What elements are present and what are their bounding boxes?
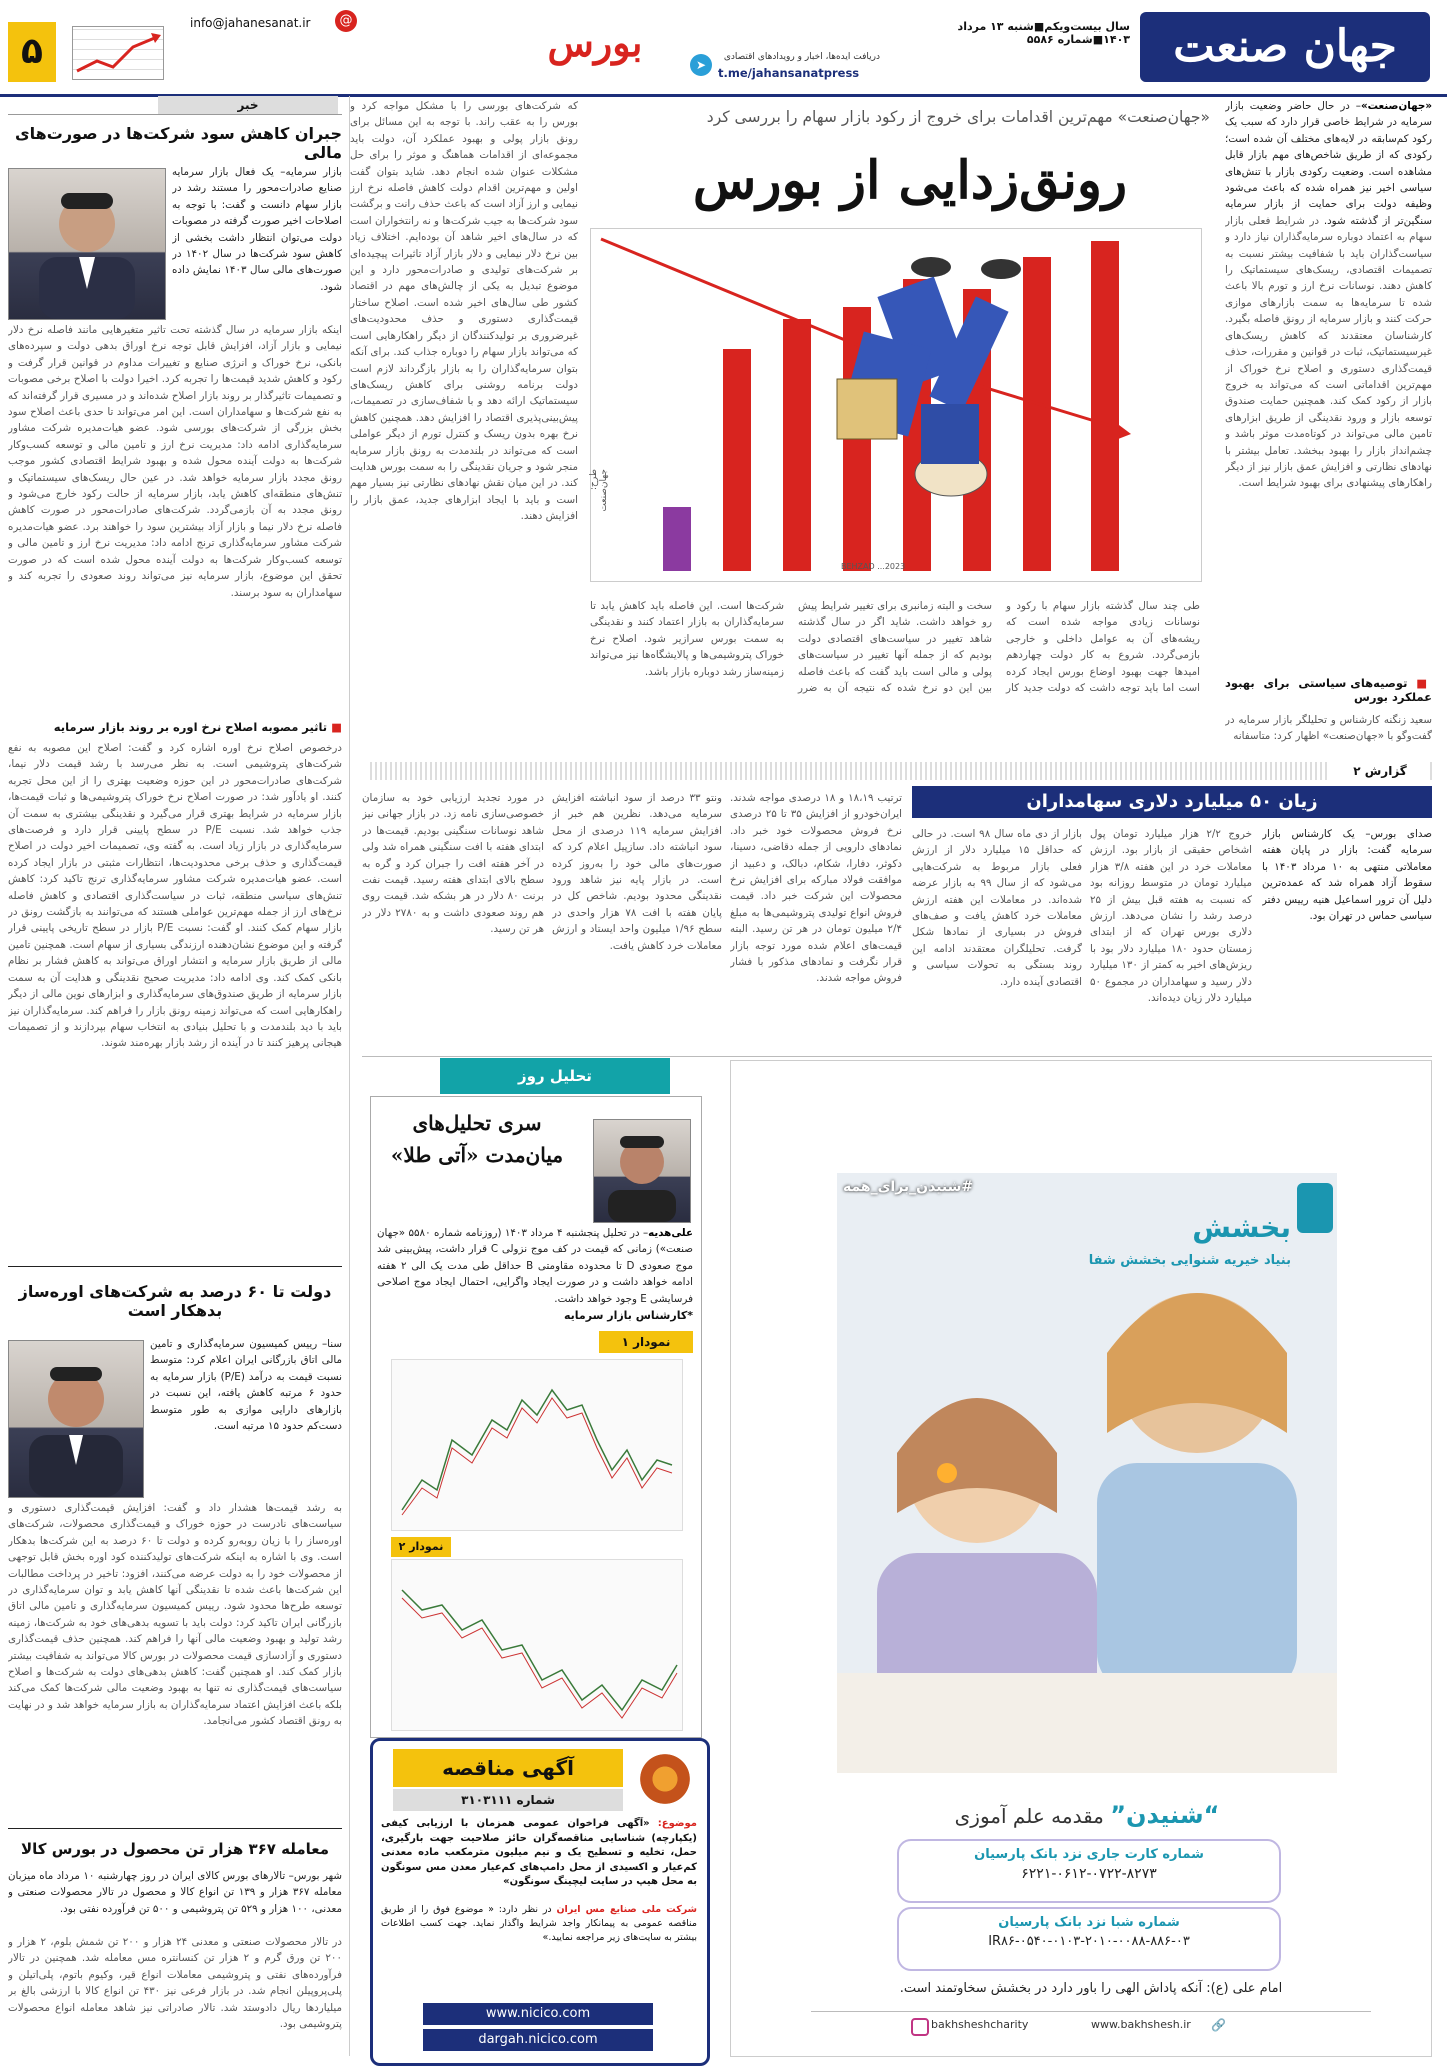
report-divider bbox=[362, 1056, 1432, 1057]
news-subhead-bullet-icon: ■ bbox=[327, 720, 342, 734]
news-subhead-body: درخصوص اصلاح نرخ اوره اشاره کرد و گفت: اصلاح این مصوبه به نفع شرکت‌های پتروشیمی است. به نظر می‌رسد با رشد قیمت دلار نیما، شرکت‌های صادرات‌محور در این حوزه وضعیت بهتری را از این محل تجربه کنند. او یادآور شد: در صورت اصلاح نرخ خوراک پتروشیمی‌ها و ثبات قیمت‌ها، بازار سرمایه در شرایط بهتری قرار می‌گیرد و نقدینگی بیشتری به سمت آن جذب خواهد شد. نسبت P/E در سطح پایینی قرار دارد و فرصت‌های سرمایه‌گذاری در بازار زیاد است. به گفته وی، تصمیمات اخیر دولت در اصلاح قیمت‌گذاری و حذف برخی محدودیت‌ها، انتظارات مثبتی در بازار ایجاد کرده است. عضو هیات‌مدیره شرکت مشاور سرمایه‌گذاری ترنج تاکید کرد: کاهش تنش‌های سیاسی منطقه، ثبات در سیاست‌گذاری اقتصادی و کاهش فاصله نرخ‌های ارز از جمله مهم‌ترین عواملی هستند که می‌توانند به بازگشت رونق در بازار سهام کمک کنند. او گفت: نسبت P/E بازار در سطح تاریخی پایینی قرار گرفته و این موضوع نشان‌دهنده ارزندگی بسیاری از سهام است. همچنین تامین مالی از طریق بازار سرمایه و انتشار اوراق می‌تواند به کاهش فشار بر نظام بانکی کمک کند. وی ادامه داد: مدیریت صحیح نقدینگی و هدایت آن به سمت بازار سرمایه از طریق صندوق‌های سرمایه‌گذاری و ابزارهای نوین مالی از دیگر راهکارهایی است که می‌تواند زمینه رونق بازار را فراهم کند. سرمایه‌گذاران نیز باید با دید بلندمدت و با تحلیل بنیادی به انتخاب سهام بپردازند و از تصمیمات هیجانی پرهیز کنند تا در آینده از رشد بازار بهره‌مند شوند. bbox=[8, 742, 342, 1050]
news2-title: دولت تا ۶۰ درصد به شرکت‌های اوره‌ساز بدهکار است bbox=[18, 1282, 332, 1320]
analysis-tag: تحلیل روز bbox=[440, 1058, 670, 1094]
report-tag-bar bbox=[370, 762, 1432, 780]
cartoon-caption: طرح: جهان‌صنعت bbox=[589, 469, 609, 512]
growth-chart-line bbox=[73, 27, 163, 79]
author-portrait bbox=[594, 1120, 690, 1222]
tender-site-1[interactable]: www.nicico.com bbox=[423, 2003, 653, 2025]
bar-2 bbox=[723, 349, 751, 571]
charity-instagram[interactable]: bakhsheshcharity bbox=[931, 2018, 1029, 2031]
lead-column-2: که شرکت‌های بورسی را با مشکل مواجه کرد و بورس را به عقب راند. با توجه به این مسائل برای رونق بازار پولی و بهبود عملکرد آن، دولت باید مجموعه‌ای از اقدامات هماهنگ و موثر را برای حل مشکلات عنوان شده انجام دهد. شاید بتوان گفت اولین و مهم‌ترین اقدام دولت کاهش فاصله نرخ ارز نیمایی و ارز آزاد است که باعث حذف رانت و برگشت سود شرکت‌ها به جیب شرکت‌ها و نه رانتخواران است که در سال‌های اخیر شاهد آن بوده‌ایم. اختلاف زیاد بین نرخ دلار نیمایی و دلار بازار آزاد تاثیرات پیچیده‌ای بر شرکت‌های تولیدی و صادرات‌محور دارد و این موضوع تبدیل به یکی از چالش‌های مهم در اقتصاد کشور طی سال‌های اخیر شده است. اصلاح ساختار قیمت‌گذاری دستوری و حذف محدودیت‌های غیرضروری بر تولیدکنندگان از دیگر راهکارهایی است که می‌تواند بازار سهام را دوباره جذاب کند. برای آنکه بتوان سرمایه‌گذاران را به بازار بازگرداند لازم است دولت برنامه روشنی برای کاهش ریسک‌های سیستماتیک ارائه دهد و با شفاف‌سازی در تصمیمات، پیش‌بینی‌پذیری اقتصاد را افزایش دهد. همچنین کاهش نرخ بهره بدون ریسک و کنترل تورم از دیگر عواملی است که می‌تواند در بلندمدت به رونق بازار سرمایه منجر شود و جریان نقدینگی را به سمت بورس هدایت کند. در این میان نقش نهادهای نظارتی نیز بسیار مهم است و باید با ایجاد ابزارهای جدید، عمق بازار را افزایش دهند. bbox=[350, 100, 578, 523]
analysis-author-photo bbox=[593, 1119, 691, 1223]
page-number: ۵ bbox=[8, 22, 56, 82]
growth-chart-icon bbox=[72, 26, 164, 80]
news-tag: خبر bbox=[8, 96, 342, 115]
sheba-box bbox=[897, 1907, 1281, 1971]
tender-site-2[interactable]: dargah.nicico.com bbox=[423, 2029, 653, 2051]
lead-intro-label: «جهان‌صنعت» bbox=[1360, 100, 1432, 112]
bar-1 bbox=[663, 507, 691, 571]
charity-slogan: بنیاد خیریه شنوایی بخشش شفا bbox=[1088, 1253, 1291, 1268]
email-icon: @ bbox=[335, 10, 357, 32]
cartoon-credit: BEHZAD ...2023 bbox=[841, 562, 906, 571]
tender-subject-label: موضوع: bbox=[657, 1818, 697, 1829]
lead-kicker: «جهان‌صنعت» مهم‌ترین اقدامات برای خروج از رکود بازار سهام را بررسی کرد bbox=[706, 108, 1210, 126]
chart1-candles bbox=[392, 1360, 682, 1530]
report-col-6: در مورد تجدید ارزیابی خود به سازمان خصوصی‌سازی نامه زد. در بازار جهانی نیز شاهد نوسانات سنگینی بودیم. قیمت‌ها در ابتدای هفته با افت سنگینی همراه شد ولی در آخر هفته افت را جبران کرد و گره به سطح بالای ابتدای هفته رسید. قیمت نفت برنت ۸۰ دلار در هر بشکه شد. قیمت روی هم روند صعودی داشت و به ۲۷۸۰ دلار در هر تن رسید. bbox=[362, 792, 544, 936]
section-title: بورس bbox=[547, 20, 643, 65]
telegram-link[interactable]: t.me/jahansanatpress bbox=[718, 66, 860, 80]
charity-brand: بخشش bbox=[1192, 1211, 1291, 1244]
analysis-title: سری تحلیل‌های میان‌مدت «آتی طلا» bbox=[390, 1111, 564, 1167]
report-tag: گزارش ۲ bbox=[1330, 762, 1430, 780]
telegram-caption: دریافت ایده‌ها، اخبار و رویدادهای اقتصادی bbox=[723, 52, 880, 62]
instagram-icon bbox=[911, 2018, 929, 2036]
news2-divider bbox=[8, 1828, 342, 1829]
charity-ad bbox=[730, 1060, 1432, 2057]
masthead bbox=[0, 0, 1447, 97]
charity-hashtag: #شنیدن_برای_همه bbox=[843, 1179, 974, 1195]
chart2-candles bbox=[392, 1560, 682, 1730]
news2-photo bbox=[8, 1340, 144, 1498]
tender-number: شماره ۳۱۰۳۱۱۱ bbox=[393, 1789, 623, 1811]
bar-3 bbox=[783, 319, 811, 571]
chart2-label: نمودار ۲ bbox=[391, 1537, 451, 1557]
bar-8 bbox=[1091, 241, 1119, 571]
chart2 bbox=[391, 1559, 683, 1731]
report-lede: صدای بورس– یک کارشناس بازار سرمایه گفت: بازار در پایان هفته معاملاتی منتهی به ۱۰ مرداد ۱۴۰۳ با سقوط آزاد همراه شد که عمده‌ترین دلیل آن ترور اسماعیل هنیه رییس دفتر سیاسی حماس در تهران بود. bbox=[1262, 828, 1432, 923]
tender-subject: موضوع: «آگهی فراخوان عمومی همزمان با ارزیابی کیفی (یکپارچه) شناسایی مناقصه‌گران حائز صلاحیت جهت بارگیری، حمل، تخلیه و تسطیح یک و نیم میلیون مترمکعب ماده معدنی کم‌عیار و اکسیدی از محل دامپ‌های کم‌عیار معدن مس سونگون به محل هیپ در سایت لیچینگ سونگون» bbox=[381, 1818, 697, 1887]
tagline-quote: “شنیدن” bbox=[1110, 1801, 1220, 1829]
news2-lede: سنا– رییس کمیسیون سرمایه‌گذاری و تامین مالی اتاق بازرگانی ایران اعلام کرد: متوسط نسبت قیمت به درآمد (P/E) بازار سرمایه به حدود ۶ مرتبه کاهش یافته، این نسبت در بازارهای دارایی موازی به طور متوسط دست‌کم حدود ۱۵ مرتبه است. bbox=[150, 1338, 342, 1433]
bar-7 bbox=[1023, 257, 1051, 571]
tender-body: شرکت ملی صنایع مس ایران در نظر دارد: « موضوع فوق را از طریق مناقصه عمومی به پیمانکار واجد شرایط واگذار نماید. جهت کسب اطلاعات بیشتر به سایت‌های زیر مراجعه نمایید.» bbox=[381, 1904, 697, 1943]
card-number[interactable]: ۶۲۲۱-۰۶۱۲-۰۷۲۲-۸۲۷۳ bbox=[1021, 1866, 1157, 1882]
chart1-label: نمودار ۱ bbox=[599, 1331, 693, 1353]
report-col-2: خروج ۲/۲ هزار میلیارد تومان پول اشخاص حقیقی از بازار بود. ارزش معاملات خرد در این هفته ۳/۸ هزار میلیارد تومان در متوسط روزانه بود که نسبت به هفته قبل بیش از ۲۵ درصد رشد را نشان می‌دهد. ارزش دلاری بورس تهران که از ابتدای زمستان حدود ۱۸۰ میلیارد دلار بود با ریزش‌های اخیر به کمتر از ۱۳۰ میلیارد دلار رسید و سهامداران در مجموع ۵۰ میلیارد دلار زیان دیده‌اند. bbox=[1090, 828, 1252, 1005]
edition-line: سال بیست‌ویکم■شنبه ۱۳ مرداد ۱۴۰۳■شماره ۵۵۸۶ bbox=[957, 20, 1130, 46]
news-photo bbox=[8, 168, 166, 320]
charity-quote: امام علی (ع): آنکه پاداش الهی را باور دارد در بخشش سخاوتمند است. bbox=[899, 1981, 1283, 1996]
news-lede: بازار سرمایه– یک فعال بازار سرمایه صنایع صادرات‌محور را مستند رشد در بازار سهام دانست و گفت: با توجه به اصلاحات اخیر صورت گرفته در مصوبات دولت می‌توان انتظار داشت بخشی از کاهش سود شرکت‌ها در سال ۱۴۰۲ در صورت‌های مالی سال ۱۴۰۳ نمایش داده شود. bbox=[172, 166, 342, 293]
news3-title: معامله ۳۶۷ هزار تن محصول در بورس کالا bbox=[20, 1840, 330, 1858]
news2-body: به رشد قیمت‌ها هشدار داد و گفت: افزایش قیمت‌گذاری دستوری و سیاست‌های نادرست در حوزه خوراک و قیمت‌گذاری محصولات، شرکت‌های اوره‌ساز را با زیان روبه‌رو کرده و دولت تا ۶۰ درصد به این شرکت‌ها بدهکار است. وی با اشاره به اینکه شرکت‌های تولیدکننده کود اوره بخش قابل توجهی از محصولات خود را به دولت عرضه می‌کنند، افزود: تاخیر در پرداخت مطالبات این شرکت‌ها باعث شده تا نقدینگی آنها کاهش یابد و توان سرمایه‌گذاری در توسعه طرح‌ها محدود شود. رییس کمیسیون سرمایه‌گذاری و تامین مالی اتاق بازرگانی ایران تاکید کرد: دولت باید با تسویه بدهی‌های خود به شرکت‌ها، زمینه رشد تولید و بهبود وضعیت مالی آنها را فراهم کند. همچنین حذف قیمت‌گذاری دستوری و آزادسازی قیمت محصولات در بورس کالا می‌تواند به شفافیت بیشتر بازار کمک کند. او همچنین گفت: کاهش بدهی‌های دولت به شرکت‌ها و اصلاح سیاست‌های قیمت‌گذاری نه تنها به بهبود وضعیت مالی شرکت‌ها کمک می‌کند بلکه باعث افزایش اعتماد سرمایه‌گذاران به بازار سرمایه خواهد شد و در نهایت به رونق اقتصاد کشور می‌انجامد. bbox=[8, 1502, 342, 1728]
lead-cartoon bbox=[590, 228, 1202, 582]
news-title: جبران کاهش سود شرکت‌ها در صورت‌های مالی bbox=[14, 124, 342, 162]
sheba-label: شماره شبا نزد بانک پارسیان bbox=[998, 1915, 1180, 1930]
analysis-box bbox=[370, 1096, 702, 1738]
tender-company: شرکت ملی صنایع مس ایران bbox=[556, 1904, 697, 1915]
news-subhead: ■ تاثیر مصوبه اصلاح نرخ اوره بر روند بازار سرمایه bbox=[53, 720, 342, 734]
lead-headline: رونق‌زدایی از بورس bbox=[692, 150, 1128, 211]
chart1 bbox=[391, 1359, 683, 1531]
charity-site[interactable]: www.bakhshesh.ir bbox=[1091, 2018, 1191, 2031]
report-title: زیان ۵۰ میلیارد دلاری سهامداران bbox=[912, 786, 1432, 818]
charity-logo bbox=[1297, 1183, 1333, 1233]
report-col-3: بازار از دی ماه سال ۹۸ است. در حالی که حداقل ۱۵ میلیارد دلار از ارزش فعلی بازار مربوط به شرکت‌هایی می‌شود که از سال ۹۹ به بازار عرضه شده‌اند. در معاملات این هفته ارزش معاملات خرد کاهش یافت و صف‌های فروش در بسیاری از نمادها شکل گرفت. تحلیلگران معتقدند ادامه این روند بستگی به تحولات سیاسی و اقتصادی آینده دارد. bbox=[912, 828, 1082, 988]
link-icon: 🔗 bbox=[1211, 2018, 1226, 2032]
tender-title: آگهی مناقصه bbox=[393, 1749, 623, 1787]
news-body: اینکه بازار سرمایه در سال گذشته تحت تاثیر متغیرهایی مانند فاصله نرخ دلار نیمایی و بازار آزاد، افزایش قابل توجه نرخ اوراق بدهی دولت و سپرده‌های بانکی، نرخ خوراک و انرژی صنایع و تغییرات مداوم در قوانین قرار گرفت و رکود و کاهش شدید قیمت‌ها را تجربه کرد. اخیرا دولت با اصلاح برخی مصوبات و تصمیمات تاثیرگذار بر روند بازار اصلاح شده‌اند و در مسیری قرار گرفته‌اند که به نفع شرکت‌ها و سهامداران است. این امر می‌تواند تا حدی باعث اصلاح سود بخش بزرگی از شرکت‌های بورسی شود. عضو هیات‌مدیره شرکت مشاور سرمایه‌گذاری ادامه داد: مدیریت نرخ ارز و تامین مالی و توسعه کسب‌وکار شرکت‌ها به دولت آینده محول شده و بهبود شرایط اقتصادی کشور موجب رونق مجدد بازار سرمایه خواهد شد. در عین حال ریسک‌های سیستماتیک و تنش‌های منطقه‌ای کاهش یابد، بازار سرمایه از حالت رکود خارج می‌شود و رونق مجدد به آن بازمی‌گردد. شرکت‌های صادرات‌محور در صورت کاهش فاصله نرخ دلار نیما و بازار آزاد بیشترین سود را خواهند برد. عضو هیات‌مدیره شرکت مشاور سرمایه‌گذاری ترنج ادامه داد: مدیریت نرخ ارز و تامین مالی و توسعه کسب‌وکار شرکت‌ها به دولت آینده محول شده است که در صورت تحقق این موضوع، بازار سرمایه نیز می‌تواند روند صعودی را تجربه کند و سهامداران به سود برسند. bbox=[8, 324, 342, 599]
portrait-illustration-2 bbox=[9, 1341, 143, 1497]
tender-ad bbox=[370, 1738, 710, 2066]
telegram-icon[interactable]: ➤ bbox=[690, 54, 712, 76]
lead-intro-continued: در شرایط فعلی بازار سهام به اعتماد دوباره سرمایه‌گذاران نیاز دارد و سیاست‌گذاران باید با شفافیت بیشتر نسبت به تصمیمات اقتصادی، ریسک‌های سیستماتیک را کاهش دهند. نوسانات نرخ ارز و تورم بالا باعث شده تا سرمایه‌ها به سمت بازارهای موازی حرکت کنند و بازار سرمایه از رونق فاصله بگیرد. کارشناسان معتقدند که کاهش ریسک‌های غیرسیستماتیک، ثبات در قوانین و مقررات، حذف قیمت‌گذاری دستوری و اصلاح نرخ خوراک از مهم‌ترین اقداماتی است که می‌تواند به خروج بازار از رکود کمک کند. همچنین حمایت صندوق توسعه بازار و ورود نقدینگی از طریق ابزارهای تامین مالی می‌تواند در کوتاه‌مدت موثر باشد و چشم‌انداز بازار را بهبود ببخشد. تعامل بیشتر با نهادهای نظارتی و افزایش عمق بازار نیز از دیگر راهکارهای پیشنهادی برای بهبود شرایط است. bbox=[1225, 214, 1432, 490]
tender-logo bbox=[635, 1751, 695, 1807]
lead-subhead: ■ توصیه‌های سیاستی برای بهبود عملکرد بورس bbox=[1225, 676, 1432, 704]
sheba-number[interactable]: IR۸۶-۰۵۴۰-۰۱۰۳-۲۰۱۰-۰۰۸۸-۸۸۶-۰۳ bbox=[988, 1934, 1190, 1949]
email-address[interactable]: info@jahanesanat.ir bbox=[190, 16, 311, 30]
lead-intro-text: – در حال حاضر وضعیت بازار سرمایه در شرایط خاصی قرار دارد که سبب یک رکود کم‌سابقه در لایه‌های مختلف آن شده است؛ رکودی که از طریق شاخص‌های مهم بازار قابل مشاهده است. وضعیت رکودی بازار با تنش‌های سیاسی اخیر نیز همراه شده که باعث می‌شود وظیفه دولت برای حمایت از بازار سرمایه سنگین‌تر از گذشته شود. bbox=[1225, 100, 1432, 227]
news3-body: در تالار محصولات صنعتی و معدنی ۲۴ هزار و ۲۰۰ تن شمش بلوم، ۲ هزار و ۲۰۰ تن ورق گرم و ۲ هزار تن کنسانتره مس معامله شد. همچنین در تالار فرآورده‌های نفتی و پتروشیمی معاملات انواع قیر، وکیوم باتوم، پلی‌اتیلن و پلی‌پروپیلن انجام شد. در بازار فرعی نیز ۴۳۰ تن انواع کالا با ارزشی بالغ بر میلیاردها ریال دادوستد شد. تالار صادراتی نیز شاهد معامله انواع محصولات پتروشیمی بود. bbox=[8, 1936, 342, 2031]
lead-subhead-body: سعید زنگنه کارشناس و تحلیلگر بازار سرمایه در گفت‌وگو با «جهان‌صنعت» اظهار کرد: متاسفانه bbox=[1225, 714, 1432, 743]
news3-lede: شهر بورس– تالارهای بورس کالای ایران در روز چهارشنبه ۱۰ مرداد ماه میزبان معامله ۳۶۷ هزار و ۱۳۹ تن انواع کالا و محصول در تالار محصولات صنعتی و معدنی، ۱۰۰ هزار و ۵۲۹ تن پتروشیمی و ۵۰۰ تن فرآورده نفتی بود. bbox=[8, 1870, 342, 1915]
card-label: شماره کارت جاری نزد بانک پارسیان bbox=[974, 1847, 1204, 1862]
charity-footer bbox=[811, 2011, 1371, 2038]
charity-tagline: “شنیدن” مقدمه علم آموزی bbox=[954, 1801, 1220, 1829]
subhead-bullet-icon: ■ bbox=[1407, 676, 1432, 690]
analysis-byline: *کارشناس بازار سرمایه bbox=[564, 1309, 693, 1322]
report-col-5: ونتو ۳۳ درصد از سود انباشته افزایش سرمایه می‌دهد. نظرین هم خبر از افزایش سرمایه ۱۱۹ درصدی از محل سود انباشته داد. سازپیل اعلام کرد که صورت‌های مالی خود را به‌روز کرده است. در بازار پایه نیز شاهد ورود نقدینگی محدود بودیم. شاخص کل در پایان هفته با افت ۷۸ هزار واحدی در سطح ۱/۹۶ میلیون واحد ایستاد و ارزش معاملات خرد کاهش یافت. bbox=[552, 792, 722, 952]
analysis-author: علی‌هدیه‌ bbox=[648, 1227, 693, 1239]
lead-intro-column bbox=[1225, 98, 1432, 676]
news-divider bbox=[8, 1266, 342, 1267]
lead-bottom-columns: طی چند سال گذشته بازار سهام با رکود و نوسانات زیادی مواجه شده است که ریشه‌های آن به عوامل داخلی و خارجی بازمی‌گردد. شروع به کار دولت چهاردهم امیدها جهت بهبود اوضاع بورس ایجاد کرده است اما باید توجه داشت که دولت جدید کار سخت و البته زمانبری برای تغییر شرایط پیش رو خواهد داشت. شاید اگر در سال گذشته شاهد تغییر در سیاست‌های اقتصادی دولت بودیم که از جمله آنها تغییر در سیاست‌های پولی و مالی است باید گفت که باعث فاصله بین این دو نرخ شده که نتیجه آن به ضرر شرکت‌ها است. این فاصله باید کاهش یابد تا سرمایه‌گذاران به بازار اعتماد کنند و نقدینگی به سمت بورس سرازیر شود. اصلاح نرخ خوراک پتروشیمی‌ها و پالایشگاه‌ها نیز می‌تواند زمینه‌ساز رشد دوباره بازار باشد. bbox=[590, 600, 1200, 695]
report-col-4: ترتیب ۱۸،۱۹ و ۱۸ درصدی مواجه شدند. ایران‌خودرو از افزایش ۳۵ تا ۲۵ درصدی نرخ فروش محصولات خود خبر داد. نمادهای دارویی از جمله دقاضی، دسینا، دکوثر، دفارا، شکام، دبالک، و دعبید از موافقت فولاد مبارکه برای افزایش نرخ محصولات این شرکت خبر داد. قیمت فروش انواع تولیدی پتروشیمی‌ها به مبلغ ۲/۴ میلیون تومان در هر تن رسید. البته قیمت‌های اعلام شده مورد توجه بازار قرار نگرفت و نمادهای مذکور با فشار فروش مواجه شدند. bbox=[730, 792, 902, 985]
card-box bbox=[897, 1839, 1281, 1903]
newspaper-logo[interactable]: جهان صنعت bbox=[1140, 12, 1430, 82]
portrait-illustration bbox=[9, 169, 165, 319]
cartoon-drawing bbox=[591, 229, 1201, 581]
analysis-lede: علی‌هدیه‌– در تحلیل پنجشنبه ۴ مرداد ۱۴۰۳ (روزنامه شماره ۵۵۸۰ «جهان صنعت») زمانی که قیمت در کف موج نزولی C قرار داشت، پیش‌بینی شد موج صعودی D تا محدوده مقاومتی B حداقل طی مدت یک الی ۲ هفته ادامه خواهد داشت و در صورت ایجاد واگرایی، احتمال ایجاد موج اصلاحی فرسایشی E وجود خواهد داشت. bbox=[377, 1227, 693, 1305]
